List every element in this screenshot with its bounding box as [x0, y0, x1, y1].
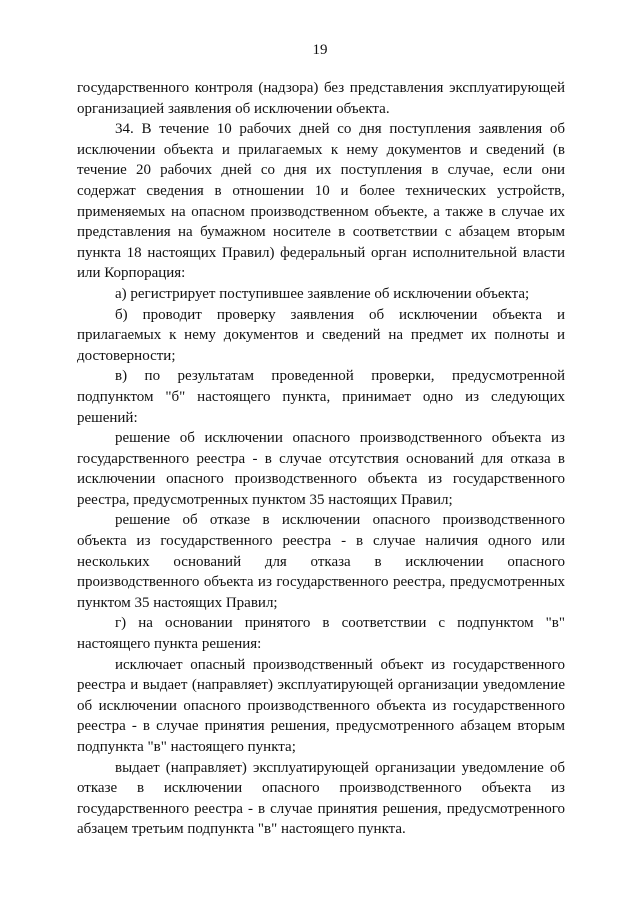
paragraph: решение об отказе в исключении опасного производственного объекта из государственного реестра - в случае наличия одного или нескольких оснований для отказа в исключении опасного производственного объекта из государственного реестра, предусмотренных пунктом 35 настоящих Правил; — [77, 512, 565, 611]
paragraph: государственного контроля (надзора) без представления эксплуатирующей организацией заявления об исключении объекта. — [77, 80, 565, 117]
document-body — [77, 78, 565, 840]
paragraph: 34. В течение 10 рабочих дней со дня поступления заявления об исключении объекта и прилагаемых к нему документов и сведений (в течение 20 рабочих дней со дня их поступления в случае, если они содержат сведения в отношении 10 и более технических устройств, применяемых на опасном производственном объекте, а также в случае их представления на бумажном носителе в соответствии с абзацем вторым пункта 18 настоящих Правил) федеральный орган исполнительной власти или Корпорация: — [77, 121, 565, 282]
paragraph: а) регистрирует поступившее заявление об исключении объекта; — [115, 285, 530, 302]
paragraph: решение об исключении опасного производственного объекта из государственного реестра - в случае отсутствия оснований для отказа в исключении опасного производственного объекта из государственного реестра, предусмотренных пунктом 35 настоящих Правил; — [77, 430, 565, 508]
paragraph: исключает опасный производственный объект из государственного реестра и выдает (направляет) эксплуатирующей организации уведомление об исключении опасного производственного объекта из государственного реестра - в случае принятия решения, предусмотренного абзацем вторым подпункта "в" настоящего пункта; — [77, 656, 565, 755]
paragraph: б) проводит проверку заявления об исключении объекта и прилагаемых к нему документов и сведений на предмет их полноты и достоверности; — [77, 306, 565, 364]
page-number: 19 — [312, 42, 328, 58]
paragraph: г) на основании принятого в соответствии с подпунктом "в" настоящего пункта решения: — [77, 615, 565, 653]
paragraph: в) по результатам проведенной проверки, предусмотренной подпунктом "б" настоящего пункта, принимает одно из следующих решений: — [77, 368, 565, 426]
paragraph: выдает (направляет) эксплуатирующей организации уведомление об отказе в исключении опасного производственного объекта из государственного реестра - в случае принятия решения, предусмотренного абзацем третьим подпункта "в" настоящего пункта. — [77, 759, 565, 838]
